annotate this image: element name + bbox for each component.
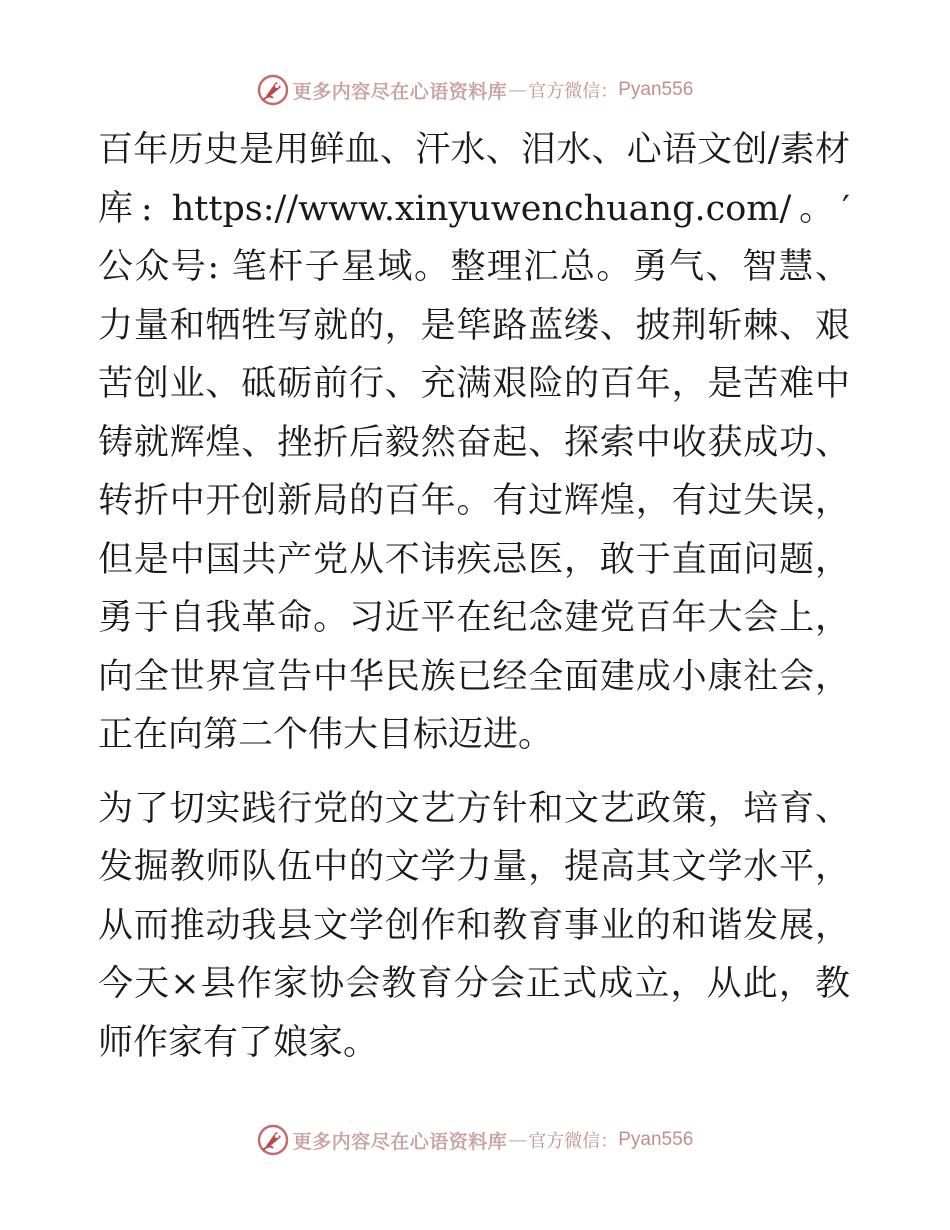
paragraph-2: 为了切实践行党的文艺方针和文艺政策，培育、发掘教师队伍中的文学力量，提高其文学水平，从而推动我县文学创作和教育事业的和谐发展，今天×县作家协会教育分会正式成立，从此，教师作家有了娘家。 (98, 788, 850, 1063)
footer-watermark-wechat-id: Pyan556 (618, 1129, 694, 1150)
document-body (98, 121, 850, 1072)
footer-watermark-dash: — (508, 1129, 528, 1151)
footer-watermark-title: 更多内容尽在心语资料库 (292, 1130, 508, 1153)
header-watermark-title: 更多内容尽在心语资料库 (292, 80, 508, 103)
header-watermark-wechat-label: 官方微信： (528, 81, 619, 102)
paragraph-1: 百年历史是用鲜血、汗水、泪水、心语文创/素材库: https://www.xinyuwenchuang.com/。′公众号: 笔杆子星域。整理汇总。勇气、智慧、力量和牺牲写就的，是筚路蓝缕、披荆斩棘、艰苦创业、砥砺前行、充满艰险的百年，是苦难中铸就辉煌、挫折后毅然奋起、探索中收获成功、转折中开创新局的百年。有过辉煌，有过失误，但是中国共产党从不讳疾忌医，敢于直面问题，勇于自我革命。习近平在纪念建党百年大会上，向全世界宣告中华民族已经全面建成小康社会，正在向第二个伟大目标迈进。 (98, 130, 850, 755)
footer-watermark (0, 1120, 950, 1160)
header-watermark-wechat-id: Pyan556 (618, 79, 694, 100)
header-watermark (0, 70, 950, 110)
pen-nib-logo-icon (257, 1124, 289, 1156)
footer-watermark-wechat-label: 官方微信： (528, 1131, 619, 1152)
pen-nib-logo-icon (257, 74, 289, 106)
header-watermark-dash: — (508, 79, 528, 101)
